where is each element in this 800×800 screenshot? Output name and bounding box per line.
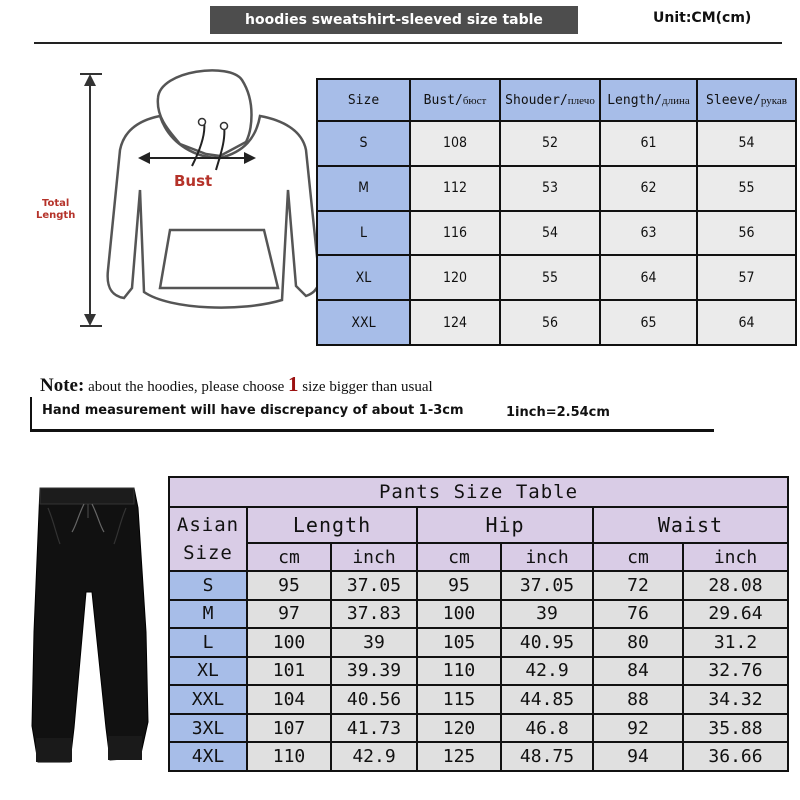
hip-inch-cell: 44.85 [501, 685, 593, 714]
length-cell: 64 [600, 255, 697, 300]
bust-cell: 116 [410, 211, 500, 256]
header-length-inch: inch [331, 543, 417, 571]
header-sleeve: Sleeve/рукав [697, 79, 796, 121]
header-length: Length/длина [600, 79, 697, 121]
note-size-number: 1 [288, 372, 299, 396]
table-row [317, 255, 796, 300]
length-cell: 63 [600, 211, 697, 256]
size-cell: XXL [317, 300, 410, 345]
table-row [317, 166, 796, 211]
total-length-label [36, 198, 75, 222]
hip-cm-cell: 105 [417, 628, 501, 657]
length-cell: 62 [600, 166, 697, 211]
note-label: Note: [40, 375, 85, 396]
unit-label: Unit:CM(cm) [653, 10, 752, 26]
length-inch-cell: 42.9 [331, 742, 417, 771]
length-cm-cell: 97 [247, 600, 331, 629]
sleeve-cell: 54 [697, 121, 796, 166]
table-row [169, 628, 788, 657]
hip-inch-cell: 37.05 [501, 571, 593, 600]
pants-illustration [26, 482, 156, 772]
waist-cm-cell: 80 [593, 628, 683, 657]
size-cell: M [317, 166, 410, 211]
hip-inch-cell: 46.8 [501, 714, 593, 743]
header-waist-cm: cm [593, 543, 683, 571]
bust-label: Bust [174, 172, 213, 190]
header-asian-size [169, 507, 247, 571]
waist-inch-cell: 28.08 [683, 571, 788, 600]
waist-inch-cell: 34.32 [683, 685, 788, 714]
note-text-before: about the hoodies, please choose [84, 379, 289, 395]
size-cell: S [317, 121, 410, 166]
length-cm-cell: 104 [247, 685, 331, 714]
header-divider [34, 42, 782, 44]
waist-cm-cell: 88 [593, 685, 683, 714]
shoulder-cell: 56 [500, 300, 600, 345]
hip-cm-cell: 110 [417, 657, 501, 686]
sleeve-cell: 56 [697, 211, 796, 256]
hip-cm-cell: 115 [417, 685, 501, 714]
hip-cm-cell: 95 [417, 571, 501, 600]
hip-cm-cell: 125 [417, 742, 501, 771]
length-cm-cell: 107 [247, 714, 331, 743]
waist-inch-cell: 36.66 [683, 742, 788, 771]
total-length-label-line-1: Total [42, 198, 70, 209]
waist-cm-cell: 84 [593, 657, 683, 686]
table-row [317, 211, 796, 256]
length-inch-cell: 37.05 [331, 571, 417, 600]
hip-cm-cell: 100 [417, 600, 501, 629]
length-cm-cell: 95 [247, 571, 331, 600]
header-waist-inch: inch [683, 543, 788, 571]
length-cell: 65 [600, 300, 697, 345]
hip-inch-cell: 42.9 [501, 657, 593, 686]
sleeve-cell: 64 [697, 300, 796, 345]
shoulder-cell: 52 [500, 121, 600, 166]
waist-cm-cell: 94 [593, 742, 683, 771]
table-row [169, 600, 788, 629]
shoulder-cell: 54 [500, 211, 600, 256]
bust-cell: 120 [410, 255, 500, 300]
header-waist: Waist [593, 507, 788, 543]
header-size: Size [317, 79, 410, 121]
table-row [317, 121, 796, 166]
page-title-banner: hoodies sweatshirt-sleeved size table [210, 6, 578, 34]
shoulder-cell: 53 [500, 166, 600, 211]
table-row [169, 742, 788, 771]
size-cell: XL [317, 255, 410, 300]
length-inch-cell: 37.83 [331, 600, 417, 629]
size-cell: L [169, 628, 247, 657]
size-cell: M [169, 600, 247, 629]
total-length-label-line-2: Length [36, 210, 76, 221]
waist-cm-cell: 92 [593, 714, 683, 743]
header-hip-cm: cm [417, 543, 501, 571]
hip-inch-cell: 40.95 [501, 628, 593, 657]
sleeve-cell: 55 [697, 166, 796, 211]
waist-inch-cell: 35.88 [683, 714, 788, 743]
note-text-after: size bigger than usual [298, 379, 433, 395]
length-cm-cell: 100 [247, 628, 331, 657]
table-row [169, 685, 788, 714]
discrepancy-text: Hand measurement will have discrepancy of about 1-3cm [42, 403, 464, 418]
pants-table-title: Pants Size Table [169, 477, 788, 507]
length-inch-cell: 40.56 [331, 685, 417, 714]
disclaimer-bottom-rule [30, 429, 714, 432]
bust-cell: 108 [410, 121, 500, 166]
header-length-cm: cm [247, 543, 331, 571]
size-cell: 4XL [169, 742, 247, 771]
length-cm-cell: 101 [247, 657, 331, 686]
hip-inch-cell: 39 [501, 600, 593, 629]
bust-cell: 112 [410, 166, 500, 211]
table-row [317, 300, 796, 345]
header-bust: Bust/бюст [410, 79, 500, 121]
size-cell: XL [169, 657, 247, 686]
bust-cell: 124 [410, 300, 500, 345]
length-inch-cell: 39 [331, 628, 417, 657]
hoodie-size-table [316, 78, 797, 346]
length-inch-cell: 41.73 [331, 714, 417, 743]
disclaimer-left-rule [30, 397, 32, 431]
header-shoulder: Shouder/плечо [500, 79, 600, 121]
header-asian-size-line-1: Asian [176, 514, 240, 536]
shoulder-cell: 55 [500, 255, 600, 300]
header-length: Length [247, 507, 417, 543]
pants-size-table [168, 476, 789, 772]
length-cell: 61 [600, 121, 697, 166]
measurement-disclaimer [30, 393, 714, 437]
inch-conversion-text: 1inch=2.54cm [506, 405, 610, 420]
header-asian-size-line-2: Size [183, 542, 233, 564]
hip-cm-cell: 120 [417, 714, 501, 743]
waist-inch-cell: 31.2 [683, 628, 788, 657]
length-inch-cell: 39.39 [331, 657, 417, 686]
sleeve-cell: 57 [697, 255, 796, 300]
hip-inch-cell: 48.75 [501, 742, 593, 771]
hoodie-illustration [20, 60, 320, 350]
table-row [169, 571, 788, 600]
waist-inch-cell: 32.76 [683, 657, 788, 686]
size-cell: XXL [169, 685, 247, 714]
waist-cm-cell: 72 [593, 571, 683, 600]
size-cell: L [317, 211, 410, 256]
table-row [169, 714, 788, 743]
waist-inch-cell: 29.64 [683, 600, 788, 629]
size-cell: S [169, 571, 247, 600]
waist-cm-cell: 76 [593, 600, 683, 629]
header-hip-inch: inch [501, 543, 593, 571]
length-cm-cell: 110 [247, 742, 331, 771]
size-cell: 3XL [169, 714, 247, 743]
header-hip: Hip [417, 507, 593, 543]
table-row [169, 657, 788, 686]
